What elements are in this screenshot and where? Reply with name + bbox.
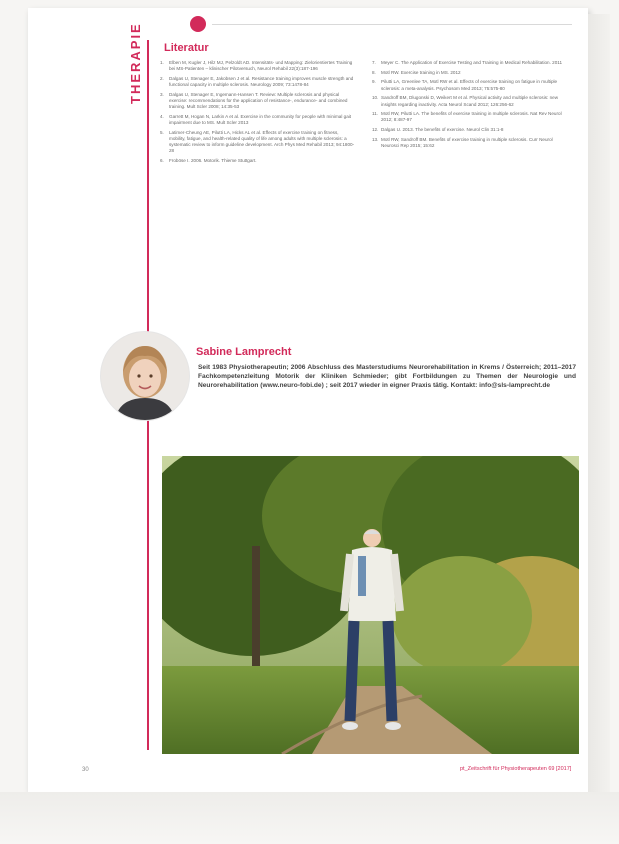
park-scene-image <box>162 456 579 754</box>
literature-reference <box>372 111 572 123</box>
literature-reference <box>372 70 572 76</box>
reference-number: 1. <box>160 60 164 65</box>
literature-reference <box>160 76 355 88</box>
literature-column-right <box>372 60 572 153</box>
literature-reference <box>372 95 572 107</box>
literature-reference <box>160 130 355 155</box>
reference-text: Elben M, Kugler J, Hilz MJ, Pelzoldt AD. Intensitäts- und Mapping: Zielorientiertes Training bei MS-Patienten – klinischer Pilotversuch, Neurol Rehabil 22(3):187-196 <box>169 60 353 72</box>
accent-rule-bottom <box>147 420 149 750</box>
reference-number: 2. <box>160 75 164 81</box>
section-label: THERAPIE <box>128 22 143 104</box>
scan-shadow <box>588 14 610 814</box>
accent-rule-top <box>147 40 149 340</box>
reference-text: Motl RW. Exercise training in MS. 2012 <box>381 69 461 75</box>
page-number: 30 <box>82 767 89 773</box>
section-badge <box>190 16 206 32</box>
reference-text: Meyer C. The Application of Exercise Testing and Training in Medical Rehabilitation. 2011 <box>381 60 563 65</box>
reference-number: 4. <box>160 113 164 119</box>
reference-text: Sandroff BM, Dlugonski D, Weikert M et al. Physical activity and multiple sclerosis: new insights regarding inactivity. Acta Neurol Scand 2012; 126:256-62 <box>381 95 559 107</box>
reference-number: 5. <box>160 129 164 135</box>
literature-reference <box>372 60 572 66</box>
reference-number: 12. <box>372 127 379 133</box>
literature-reference <box>160 158 355 164</box>
literature-reference <box>372 127 572 133</box>
reference-number: 3. <box>160 91 164 97</box>
reference-text: Latimer-Cheung AE, Pilutti LA, Hicks AL et al. Effects of exercise training on fitness, mobility, fatigue, and health-related quality of life among adults with multiple sclerosis: a systematic review to inform guideline development. Arch Phys Med Rehabil 2013; 94:1800-28 <box>169 129 355 154</box>
literature-title: Literatur <box>164 42 209 54</box>
portrait-image <box>101 332 189 420</box>
reference-number: 7. <box>372 60 376 65</box>
literature-reference <box>160 114 355 126</box>
reference-number: 11. <box>372 111 379 117</box>
reference-text: Dalgas U. 2013. The benefits of exercise. Neurol Clin 31:1-8 <box>381 127 504 133</box>
reference-number: 6. <box>160 158 164 164</box>
reference-number: 10. <box>372 95 379 101</box>
author-portrait <box>100 331 190 421</box>
bottom-shade <box>0 792 619 844</box>
literature-reference <box>160 92 355 111</box>
reference-text: Garrett M, Hogan N, Larkin A et al. Exercise in the community for people with minimal gait impairment due to MS. Mult Scler 2013 <box>169 113 352 126</box>
page-footer: pt_Zeitschrift für Physiotherapeuten 69 [2017] <box>460 766 572 772</box>
reference-text: Motl RW, Pilutti LA. The benefits of exercise training in multiple sclerosis. Nat Rev Neurol 2012; 8:487-97 <box>381 111 562 123</box>
top-rule <box>212 24 572 25</box>
author-bio: Seit 1983 Physiotherapeutin; 2006 Abschluss des Masterstudiums Neurorehabilitation in Krems / Österreich; 2011–2017 Fachkompetenzleitung Motorik der Kliniken Schmieder; gibt Fortbildungen zu Themen der Neurologie und Neurorehabilitation (www.neuro-fobi.de) ; seit 2017 wieder in eigner Praxis tätig. Kontakt: info@sls-lamprecht.de <box>198 364 576 389</box>
literature-reference <box>160 60 355 72</box>
reference-text: Motl RW, Sandroff BM. Benefits of exercise training in multiple sclerosis. Curr Neurol Neurosci Rep 2015; 15:62 <box>381 136 553 149</box>
literature-reference <box>372 137 572 149</box>
literature-reference <box>372 79 572 91</box>
reference-text: Pilutti LA, Greenlee TA, Motl RW et al. Effects of exercise training on fatigue in multiple sclerosis: a meta-analysis. Psychosom Med 2013; 75:575-80 <box>381 79 558 91</box>
reference-number: 9. <box>372 79 376 85</box>
walking-man-photo <box>162 456 579 754</box>
literature-column-left <box>160 60 355 168</box>
reference-text: Froböse I. 2006. Motorik. Thieme Stuttgart. <box>169 158 257 164</box>
reference-text: Dalgas U, Stenager E, Jakobsen J et al. Resistance training improves muscle strength and functional capacity in multiple sclerosis. Neurology 2009; 73:1478-84 <box>169 75 354 88</box>
reference-number: 13. <box>372 136 379 142</box>
reference-text: Dalgas U, Stenager E, Ingemann-Hansen T. Review: Multiple sclerosis and physical exercise: recommendations for the application of resistance-, endurance- and combined training. Mult Scler 2008; 14:35-53 <box>169 91 348 110</box>
author-name: Sabine Lamprecht <box>196 346 292 358</box>
reference-number: 8. <box>372 69 376 75</box>
